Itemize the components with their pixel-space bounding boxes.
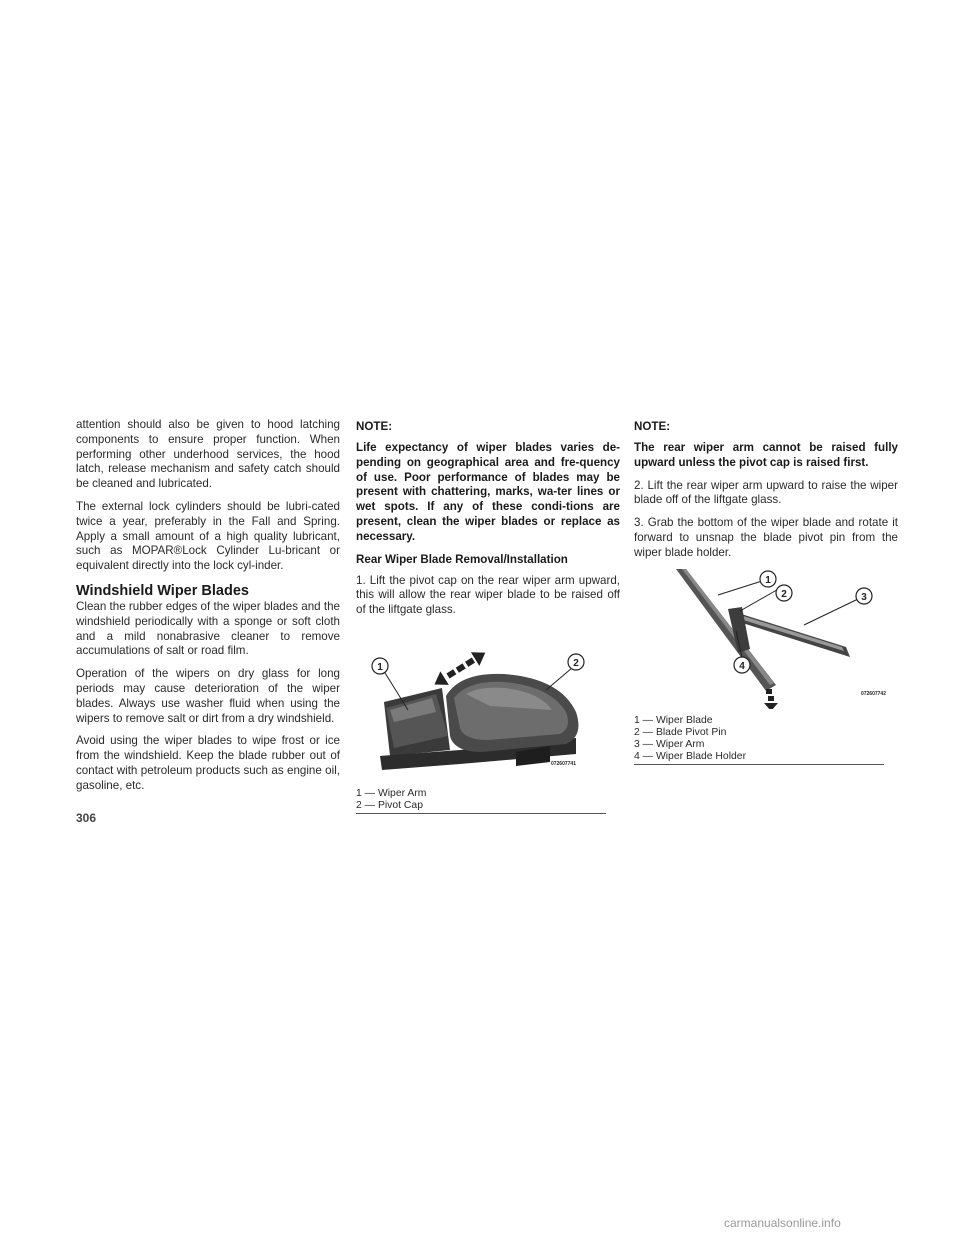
paragraph-clean-blades: Clean the rubber edges of the wiper blades and the windshield periodically with a sponge or soft cloth and a mild nonabrasive cleaner to remove accumulations of salt or road film. — [76, 599, 340, 658]
pivot-cap-drawing — [370, 632, 592, 782]
legend-item: 1 — Wiper Blade — [634, 714, 713, 726]
figure-legend — [356, 788, 606, 814]
pivot-cap-illustration — [370, 632, 592, 782]
section-heading-windshield-wiper-blades: Windshield Wiper Blades — [76, 582, 249, 599]
right-column — [634, 418, 898, 765]
middle-column — [356, 418, 620, 814]
legend-item: 2 — Pivot Cap — [356, 800, 423, 812]
paragraph-dry-glass: Operation of the wipers on dry glass for long periods may cause deterioration of the wiper blades. Always use washer fluid when using the wipers to remove salt or dirt from a dry windshield. — [76, 667, 340, 725]
callout-3: 3 — [861, 591, 867, 603]
legend-item: 4 — Wiper Blade Holder — [634, 751, 747, 763]
paragraph-frost-ice: Avoid using the wiper blades to wipe frost or ice from the windshield. Keep the blade rubber out of contact with petroleum products such as engine oil, gasoline, etc. — [76, 734, 340, 792]
legend-item: 2 — Blade Pivot Pin — [634, 726, 727, 738]
callout-4: 4 — [739, 660, 745, 672]
legend-item: 3 — Wiper Arm — [634, 738, 705, 750]
figure-code: 072607741 — [550, 760, 576, 767]
blade-pivot-drawing — [670, 569, 890, 709]
note-label: NOTE: — [356, 420, 393, 433]
left-column — [76, 418, 340, 802]
paragraph-lock-cylinders: The external lock cylinders should be lubri-cated twice a year, preferably in the Fall and Spring. Apply a small amount of a high quality lubricant, such as MOPAR®Lock Cylinder Lu-bricant or equivalent directly into the lock cyl-inder. — [76, 499, 340, 573]
subheading-rear-wiper-removal: Rear Wiper Blade Removal/Installation — [356, 552, 568, 566]
blade-pivot-illustration — [670, 569, 890, 709]
step-1-lift-pivot-cap: 1. Lift the pivot cap on the rear wiper arm upward, this will allow the rear wiper blade to be raised off of the liftgate glass. — [356, 573, 620, 617]
note-label: NOTE: — [634, 420, 671, 433]
watermark: carmanualsonline.info — [724, 1216, 841, 1230]
paragraph-hood-latch: attention should also be given to hood latching components to ensure proper function. When performing other underhood services, the hood latch, release mechanism and safety catch should be cleaned and lubricated. — [76, 418, 340, 491]
callout-1: 1 — [765, 574, 771, 586]
legend-item: 1 — Wiper Arm — [356, 787, 427, 799]
step-2-lift-arm: 2. Lift the rear wiper arm upward to raise the wiper blade off of the liftgate glass. — [634, 478, 898, 507]
figure-legend — [634, 715, 884, 766]
callout-2: 2 — [573, 657, 579, 669]
figure-code: 072607742 — [860, 690, 886, 697]
page-number: 306 — [76, 811, 97, 825]
callout-1: 1 — [377, 661, 383, 673]
callout-2: 2 — [781, 588, 787, 600]
note-text-pivot-cap: The rear wiper arm cannot be raised fully upward unless the pivot cap is raised first. — [634, 441, 898, 469]
note-text-life-expectancy: Life expectancy of wiper blades varies de-pending on geographical area and fre-quency of use. Poor performance of blades may be present with chattering, marks, wa-ter lines or wet spots. If any of these condi-tions are present, clean the wiper blades or replace as necessary. — [356, 441, 620, 543]
step-3-rotate-blade: 3. Grab the bottom of the wiper blade and rotate it forward to unsnap the blade pivot pin from the wiper blade holder. — [634, 516, 898, 559]
